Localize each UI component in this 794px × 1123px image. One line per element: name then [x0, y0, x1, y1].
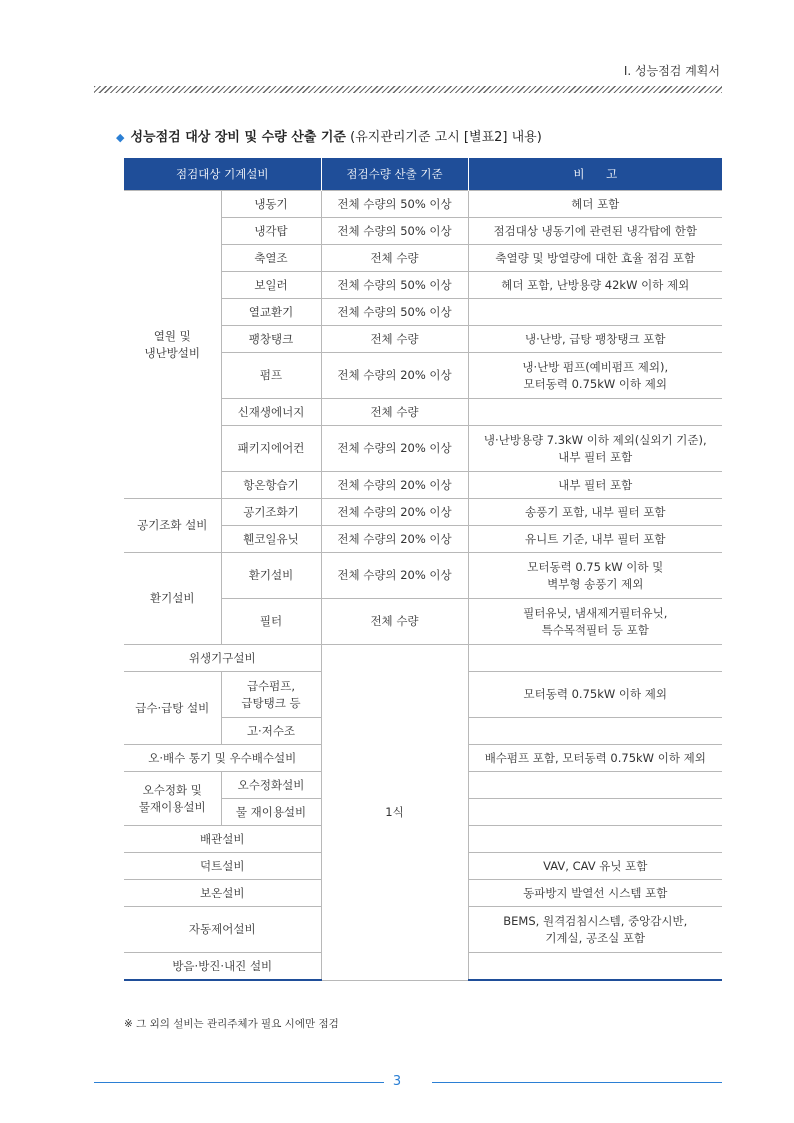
note-cell	[468, 799, 722, 826]
item-cell: 보온설비	[124, 880, 321, 907]
note-cell	[468, 826, 722, 853]
footnote: ※ 그 외의 설비는 관리주체가 필요 시에만 점검	[124, 1018, 339, 1030]
item-cell: 자동제어설비	[124, 907, 321, 953]
item-cell: 배관설비	[124, 826, 321, 853]
inspection-equipment-table	[124, 158, 722, 981]
chapter-header: Ⅰ. 성능점검 계획서	[623, 64, 720, 78]
basis-cell: 전체 수량의 20% 이상	[321, 553, 468, 599]
note-cell: 배수펌프 포함, 모터동력 0.75kW 이하 제외	[468, 745, 722, 772]
item-cell: 필터	[221, 599, 321, 645]
group-vent: 환기설비	[124, 553, 221, 645]
section-title-main: 성능점검 대상 장비 및 수량 산출 기준	[130, 130, 346, 145]
note-cell	[468, 645, 722, 672]
note-cell: BEMS, 원격검침시스템, 중앙감시반, 기계실, 공조실 포함	[468, 907, 722, 953]
basis-cell: 전체 수량의 20% 이상	[321, 426, 468, 472]
note-cell: 냉·난방용량 7.3kW 이하 제외(실외기 기준), 내부 필터 포함	[468, 426, 722, 472]
note-cell: 유니트 기준, 내부 필터 포함	[468, 526, 722, 553]
section-title	[116, 126, 542, 145]
item-cell: 신재생에너지	[221, 399, 321, 426]
note-cell	[468, 299, 722, 326]
note-cell: 냉·난방, 급탕 팽창탱크 포함	[468, 326, 722, 353]
note-cell	[468, 399, 722, 426]
note-cell: 헤더 포함, 난방용량 42kW 이하 제외	[468, 272, 722, 299]
item-cell: 냉각탑	[221, 218, 321, 245]
item-cell: 방음·방진·내진 설비	[124, 953, 321, 981]
note-cell: 헤더 포함	[468, 191, 722, 218]
item-cell: 축열조	[221, 245, 321, 272]
note-cell: 냉·난방 펌프(예비펌프 제외), 모터동력 0.75kW 이하 제외	[468, 353, 722, 399]
page-number: 3	[392, 1074, 402, 1089]
note-cell	[468, 953, 722, 981]
basis-cell: 전체 수량의 50% 이상	[321, 272, 468, 299]
item-cell: 펌프	[221, 353, 321, 399]
header-hatch-divider	[94, 86, 722, 93]
note-cell: 축열량 및 방열량에 대한 효율 점검 포함	[468, 245, 722, 272]
note-cell	[468, 772, 722, 799]
item-cell: 오·배수 통기 및 우수배수설비	[124, 745, 321, 772]
item-cell: 물 재이용설비	[221, 799, 321, 826]
table-header-row	[124, 158, 722, 191]
note-cell	[468, 718, 722, 745]
item-cell: 항온항습기	[221, 472, 321, 499]
group-water: 급수·급탕 설비	[124, 672, 221, 745]
note-cell: 모터동력 0.75 kW 이하 및 벽부형 송풍기 제외	[468, 553, 722, 599]
note-cell: 동파방지 발열선 시스템 포함	[468, 880, 722, 907]
header-remarks-label: 비 고	[573, 167, 618, 181]
group-heat: 열원 및 냉난방설비	[124, 191, 221, 499]
table-row	[124, 645, 722, 672]
item-cell: 위생기구설비	[124, 645, 321, 672]
item-cell: 고·저수조	[221, 718, 321, 745]
basis-cell: 전체 수량의 20% 이상	[321, 499, 468, 526]
basis-cell: 전체 수량의 50% 이상	[321, 299, 468, 326]
item-cell: 팽창탱크	[221, 326, 321, 353]
note-cell: 송풍기 포함, 내부 필터 포함	[468, 499, 722, 526]
basis-cell: 전체 수량의 50% 이상	[321, 218, 468, 245]
note-cell: VAV, CAV 유닛 포함	[468, 853, 722, 880]
basis-cell: 전체 수량	[321, 399, 468, 426]
table-row	[124, 499, 722, 526]
header-remarks	[468, 158, 722, 191]
header-basis: 점검수량 산출 기준	[321, 158, 468, 191]
group-septic: 오수정화 및 물재이용설비	[124, 772, 221, 826]
diamond-bullet-icon: ◆	[116, 131, 125, 144]
table-row	[124, 191, 722, 218]
item-cell: 공기조화기	[221, 499, 321, 526]
item-cell: 열교환기	[221, 299, 321, 326]
note-cell: 내부 필터 포함	[468, 472, 722, 499]
item-cell: 휀코일유닛	[221, 526, 321, 553]
note-cell: 점검대상 냉동기에 관련된 냉각탑에 한함	[468, 218, 722, 245]
item-cell: 냉동기	[221, 191, 321, 218]
item-cell: 오수정화설비	[221, 772, 321, 799]
basis-cell: 전체 수량	[321, 599, 468, 645]
basis-cell: 전체 수량의 50% 이상	[321, 191, 468, 218]
merged-basis-cell: 1식	[321, 645, 468, 981]
item-cell: 급수펌프, 급탕탱크 등	[221, 672, 321, 718]
basis-cell: 전체 수량	[321, 245, 468, 272]
note-cell: 모터동력 0.75kW 이하 제외	[468, 672, 722, 718]
section-title-sub: (유지관리기준 고시 [별표2] 내용)	[346, 130, 542, 145]
basis-cell: 전체 수량의 20% 이상	[321, 526, 468, 553]
item-cell: 보일러	[221, 272, 321, 299]
basis-cell: 전체 수량	[321, 326, 468, 353]
item-cell: 환기설비	[221, 553, 321, 599]
basis-cell: 전체 수량의 20% 이상	[321, 353, 468, 399]
basis-cell: 전체 수량의 20% 이상	[321, 472, 468, 499]
group-air: 공기조화 설비	[124, 499, 221, 553]
item-cell: 패키지에어컨	[221, 426, 321, 472]
table-row	[124, 553, 722, 599]
note-cell: 필터유닛, 냄새제거필터유닛, 특수목적필터 등 포함	[468, 599, 722, 645]
item-cell: 덕트설비	[124, 853, 321, 880]
header-equipment: 점검대상 기계설비	[124, 158, 321, 191]
